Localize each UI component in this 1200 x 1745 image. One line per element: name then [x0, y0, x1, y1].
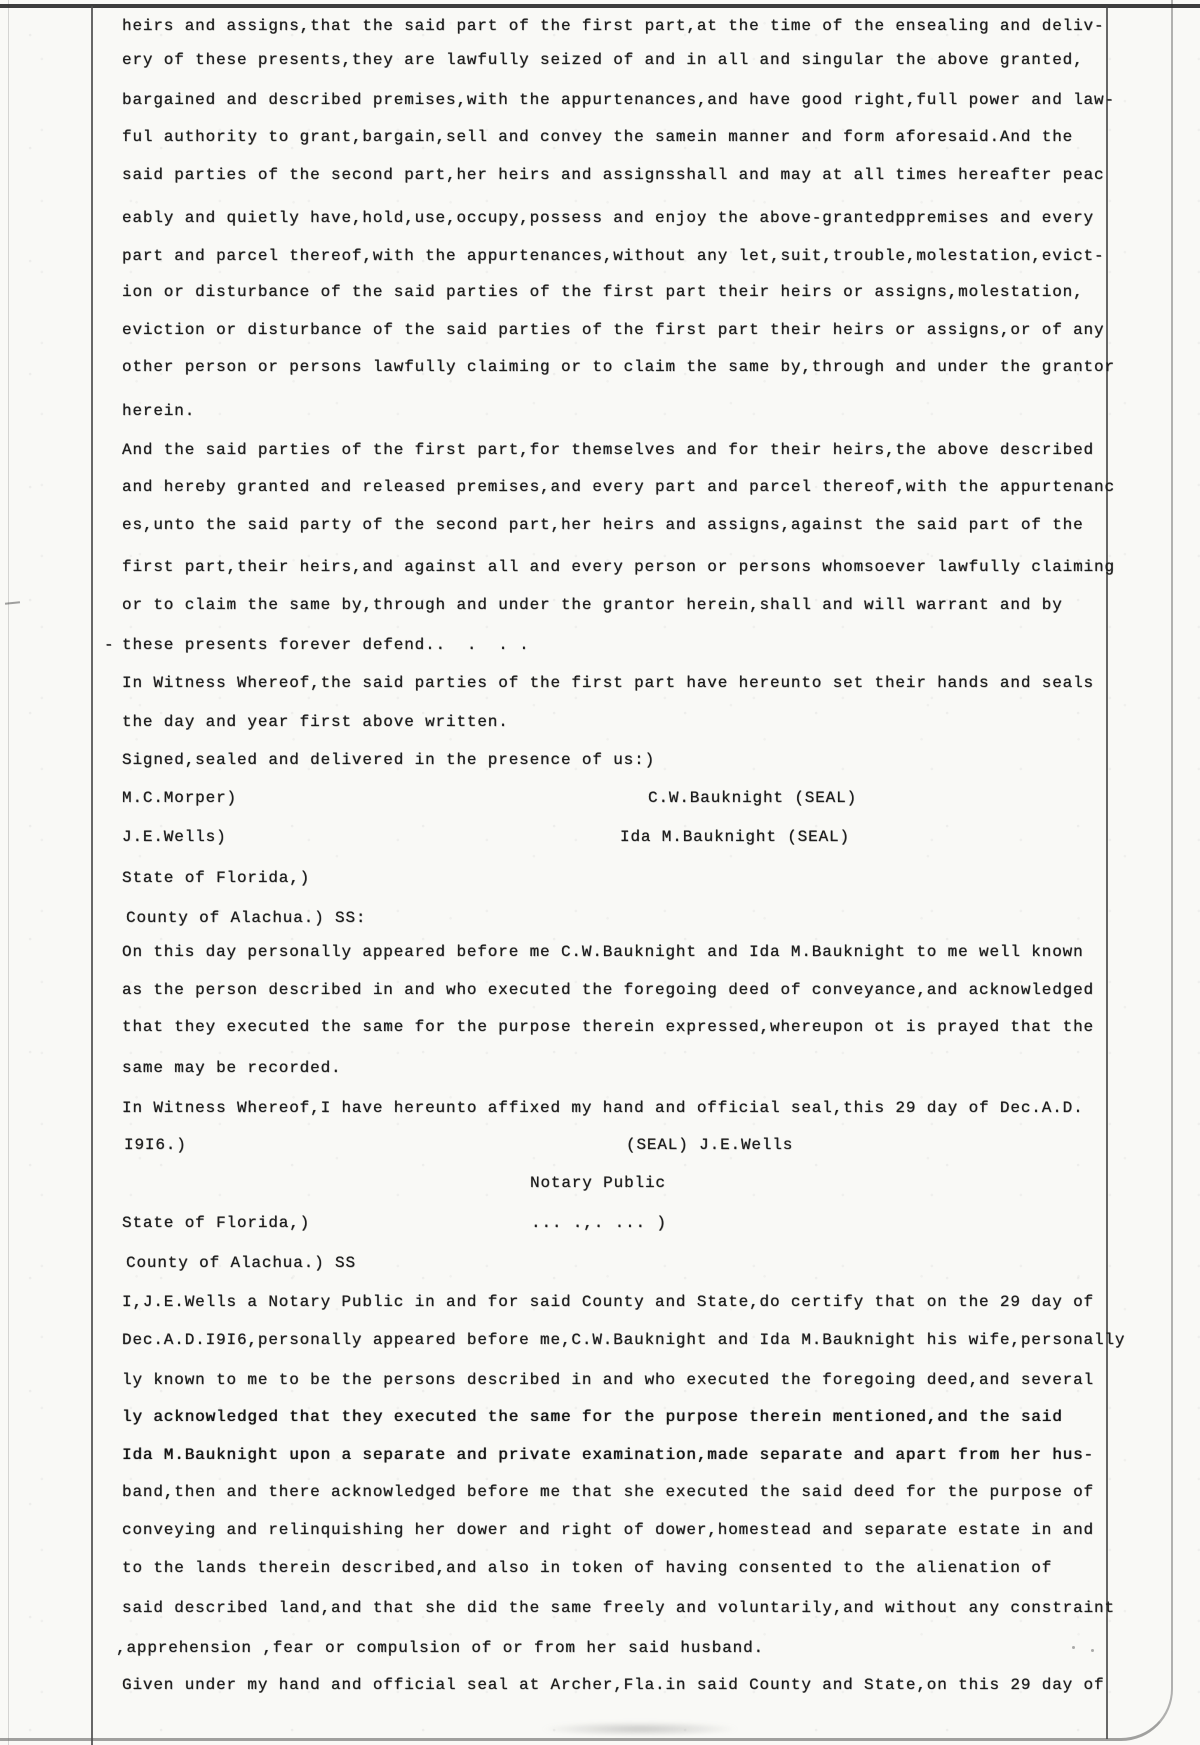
- text-line: same may be recorded.: [122, 1059, 342, 1077]
- text-line: In Witness Whereof,I have hereunto affixed my hand and official seal,this 29 day of Dec.A.D.: [122, 1099, 1084, 1117]
- text-line: I9I6.): [124, 1136, 187, 1154]
- text-line: part and parcel thereof,with the appurtenances,without any let,suit,trouble,molestation,evict-: [122, 247, 1105, 265]
- text-line: to the lands therein described,and also in token of having consented to the alienation of: [122, 1559, 1053, 1577]
- text-line: as the person described in and who executed the foregoing deed of conveyance,and acknowledged: [122, 981, 1094, 999]
- text-line: ,apprehension ,fear or compulsion of or from her said husband.: [116, 1639, 764, 1657]
- text-line: other person or persons lawfully claiming or to claim the same by,through and under the grantor: [122, 358, 1115, 376]
- text-line: Dec.A.D.I9I6,personally appeared before me,C.W.Bauknight and Ida M.Bauknight his wife,personally: [122, 1331, 1126, 1349]
- text-line: J.E.Wells): [122, 828, 227, 846]
- text-line: said described land,and that she did the same freely and voluntarily,and without any constraint: [122, 1599, 1115, 1617]
- text-line: eviction or disturbance of the said parties of the first part their heirs or assigns,or of any: [122, 321, 1105, 339]
- text-line: And the said parties of the first part,for themselves and for their heirs,the above described: [122, 441, 1094, 459]
- text-line: band,then and there acknowledged before me that she executed the said deed for the purpose of: [122, 1483, 1094, 1501]
- text-line: ly acknowledged that they executed the same for the purpose therein mentioned,and the said: [122, 1408, 1063, 1426]
- text-line: conveying and relinquishing her dower and right of dower,homestead and separate estate in and: [122, 1521, 1094, 1539]
- text-line: Given under my hand and official seal at Archer,Fla.in said County and State,on this 29 day of: [122, 1676, 1105, 1694]
- text-line: and hereby granted and released premises,and every part and parcel thereof,with the appurtenanc: [122, 478, 1115, 496]
- text-line: I,J.E.Wells a Notary Public in and for said County and State,do certify that on the 29 day of: [122, 1293, 1094, 1311]
- text-line: heirs and assigns,that the said part of the first part,at the time of the ensealing and deliv-: [122, 17, 1105, 35]
- text-line: In Witness Whereof,the said parties of the first part have hereunto set their hands and seals: [122, 674, 1094, 692]
- text-line: these presents forever defend.. . . .: [122, 636, 530, 654]
- text-line: Ida M.Bauknight upon a separate and private examination,made separate and apart from her hus-: [122, 1446, 1094, 1464]
- text-line: eably and quietly have,hold,use,occupy,possess and enjoy the above-grantedppremises and every: [122, 209, 1094, 227]
- text-line: County of Alachua.) SS:: [126, 909, 367, 927]
- text-line: State of Florida,): [122, 869, 311, 887]
- text-line: es,unto the said party of the second part,her heirs and assigns,against the said part of the: [122, 516, 1084, 534]
- text-line: On this day personally appeared before me C.W.Bauknight and Ida M.Bauknight to me well known: [122, 943, 1084, 961]
- text-line: that they executed the same for the purpose therein expressed,whereupon ot is prayed that the: [122, 1018, 1094, 1036]
- text-line: ion or disturbance of the said parties of the first part their heirs or assigns,molestation,: [122, 283, 1084, 301]
- text-line: State of Florida,): [122, 1214, 311, 1232]
- text-line: first part,their heirs,and against all and every person or persons whomsoever lawfully claiming: [122, 558, 1115, 576]
- text-line: ... .,. ... ): [531, 1214, 667, 1232]
- text-line: Ida M.Bauknight (SEAL): [620, 828, 850, 846]
- text-line: C.W.Bauknight (SEAL): [648, 789, 858, 807]
- text-line: the day and year first above written.: [122, 713, 509, 731]
- text-line: County of Alachua.) SS: [126, 1254, 356, 1272]
- text-line: bargained and described premises,with the appurtenances,and have good right,full power and law-: [122, 91, 1115, 109]
- text-line: Notary Public: [530, 1174, 666, 1192]
- text-line: herein.: [122, 402, 196, 420]
- text-line: or to claim the same by,through and under the grantor herein,shall and will warrant and by: [122, 596, 1063, 614]
- text-line: (SEAL) J.E.Wells: [626, 1136, 794, 1154]
- text-line: Signed,sealed and delivered in the presence of us:): [122, 751, 656, 769]
- text-line: -: [104, 636, 115, 654]
- text-line: ery of these presents,they are lawfully seized of and in all and singular the above granted,: [122, 51, 1084, 69]
- text-line: ly known to me to be the persons described in and who executed the foregoing deed,and several: [122, 1371, 1094, 1389]
- text-line: ful authority to grant,bargain,sell and convey the samein manner and form aforesaid.And the: [122, 128, 1074, 146]
- text-line: said parties of the second part,her heirs and assignsshall and may at all times hereafter peac: [122, 166, 1105, 184]
- text-line: M.C.Morper): [122, 789, 237, 807]
